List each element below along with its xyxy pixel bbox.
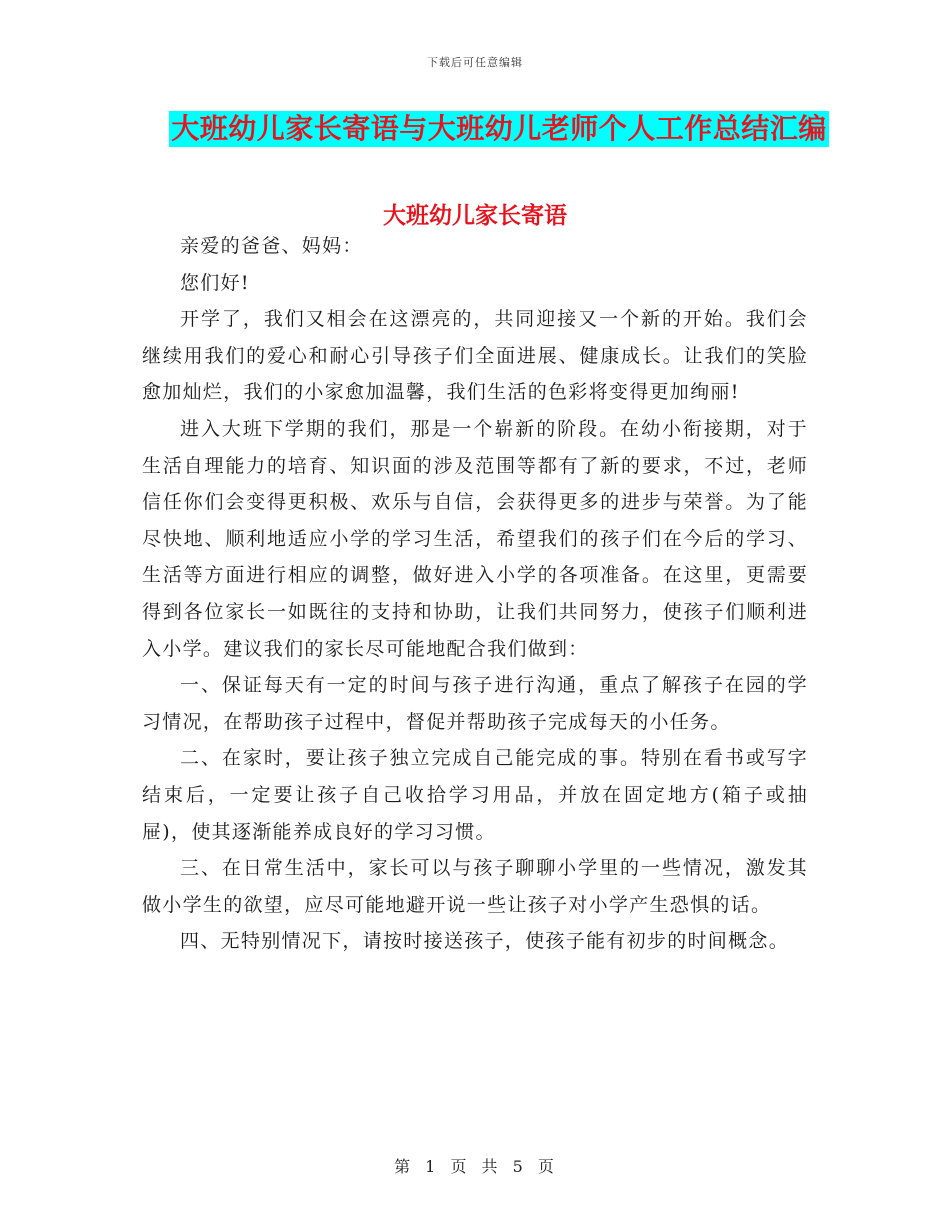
paragraph-item-3: 三、在日常生活中，家长可以与孩子聊聊小学里的一些情况，激发其做小学生的欲望，应尽可能地避开说一些让孩子对小学产生恐惧的话。 xyxy=(142,857,808,916)
document-title: 大班幼儿家长寄语与大班幼儿老师个人工作总结汇编 xyxy=(171,112,827,145)
paragraph-item-4: 四、无特别情况下，请按时接送孩子，使孩子能有初步的时间概念。 xyxy=(180,930,790,953)
paragraph-item-2: 二、在家时，要让孩子独立完成自己能完成的事。特别在看书或写字结束后，一定要让孩子自己收拾学习用品，并放在固定地方(箱子或抽屉)，使其逐渐能养成良好的学习习惯。 xyxy=(142,747,808,843)
paragraph: 开学了，我们又相会在这漂亮的，共同迎接又一个新的开始。我们会继续用我们的爱心和耐心引导孩子们全面进展、健康成长。让我们的笑脸愈加灿烂，我们的小家愈加温馨，我们生活的色彩将变得更加绚丽! xyxy=(142,308,808,404)
page-header-note: 下载后可任意编辑 xyxy=(427,56,523,69)
section-title: 大班幼儿家长寄语 xyxy=(383,203,567,229)
document-body xyxy=(142,228,808,960)
page-footer-page-number: 第 1 页 共 5 页 xyxy=(394,1157,556,1176)
document-title-container xyxy=(0,111,950,147)
paragraph-item-1: 一、保证每天有一定的时间与孩子进行沟通，重点了解孩子在园的学习情况，在帮助孩子过程中，督促并帮助孩子完成每天的小任务。 xyxy=(142,674,808,733)
paragraph-salutation: 亲爱的爸爸、妈妈： xyxy=(180,235,363,257)
paragraph-greeting: 您们好! xyxy=(180,271,250,294)
paragraph: 进入大班下学期的我们，那是一个崭新的阶段。在幼小衔接期，对于生活自理能力的培育、知识面的涉及范围等都有了新的要求，不过，老师信任你们会变得更积极、欢乐与自信，会获得更多的进步与荣誉。为了能尽快地、顺利地适应小学的学习生活，希望我们的孩子们在今后的学习、生活等方面进行相应的调整，做好进入小学的各项准备。在这里，更需要得到各位家长一如既往的支持和协助，让我们共同努力，使孩子们顺利进入小学。建议我们的家长尽可能地配合我们做到： xyxy=(142,417,808,660)
